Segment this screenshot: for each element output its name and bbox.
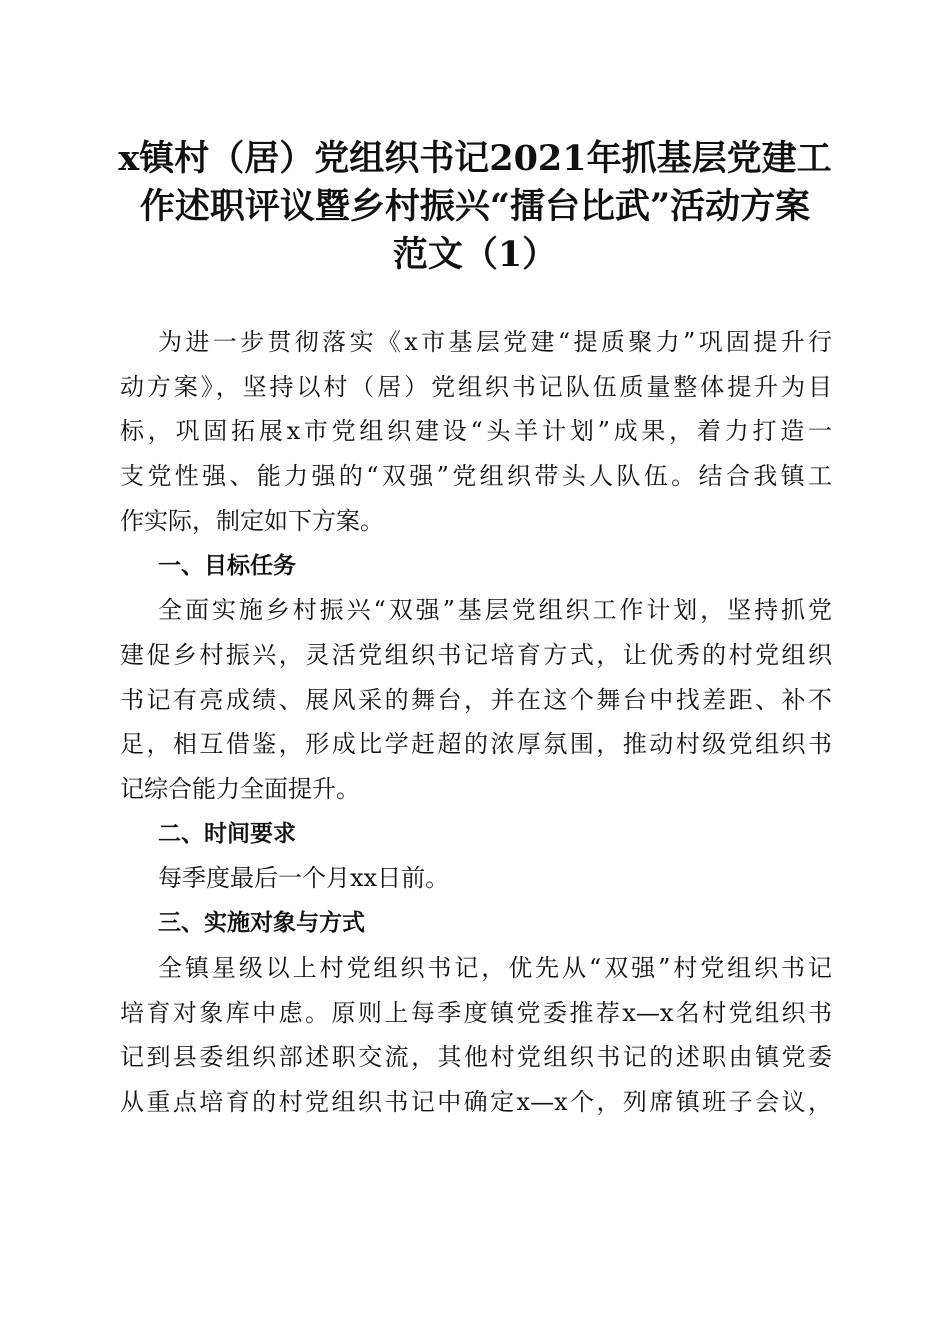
paragraph-line: 支党性强、能力强的“双强”党组织带头人队伍。结合我镇工 <box>120 462 832 491</box>
paragraph-line: 记综合能力全面提升。 <box>120 775 360 804</box>
paragraph-line: 培育对象库中虑。原则上每季度镇党委推荐x—x名村党组织书 <box>120 998 832 1027</box>
paragraph-line: 作实际，制定如下方案。 <box>120 506 384 535</box>
paragraph-line: 建促乡村振兴，灵活党组织书记培育方式，让优秀的村党组织 <box>120 640 832 669</box>
section-heading-3: 三、实施对象与方式 <box>158 910 365 937</box>
section-heading-1: 一、目标任务 <box>158 552 296 579</box>
document-title <box>100 135 850 279</box>
section-2-paragraph <box>120 856 832 901</box>
paragraph-line: 足，相互借鉴，形成比学赶超的浓厚氛围，推动村级党组织书 <box>120 730 832 759</box>
paragraph-line: 动方案》，坚持以村（居）党组织书记队伍质量整体提升为目 <box>120 372 832 401</box>
title-line-2: 作述职评议暨乡村振兴“擂台比武”活动方案 <box>139 186 811 227</box>
section-1-paragraph <box>120 588 832 812</box>
intro-paragraph <box>120 320 832 544</box>
title-line-1: x镇村（居）党组织书记2021年抓基层党建工 <box>118 138 832 179</box>
paragraph-line: 全面实施乡村振兴“双强”基层党组织工作计划，坚持抓党 <box>158 596 832 625</box>
document-body <box>120 320 832 1125</box>
paragraph-line: 书记有亮成绩、展风采的舞台，并在这个舞台中找差距、补不 <box>120 685 832 714</box>
paragraph-line: 从重点培育的村党组织书记中确定x—x个，列席镇班子会议， <box>120 1087 832 1116</box>
paragraph-line: 记到县委组织部述职交流，其他村党组织书记的述职由镇党委 <box>120 1043 832 1072</box>
section-heading-2: 二、时间要求 <box>158 820 296 847</box>
title-line-3: 范文（1） <box>392 234 558 275</box>
paragraph-line: 标，巩固拓展x市党组织建设“头羊计划”成果，着力打造一 <box>120 417 832 446</box>
paragraph-line: 为进一步贯彻落实《x市基层党建“提质聚力”巩固提升行 <box>158 328 832 356</box>
section-3-paragraph <box>120 946 832 1125</box>
paragraph-line: 全镇星级以上村党组织书记，优先从“双强”村党组织书记 <box>158 953 832 982</box>
paragraph-line: 每季度最后一个月xx日前。 <box>158 864 450 893</box>
